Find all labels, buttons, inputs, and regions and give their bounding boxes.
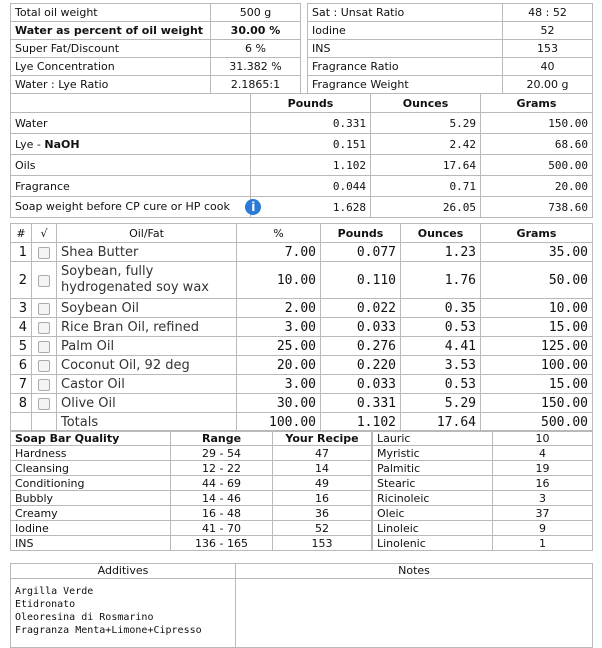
quality-row <box>11 491 372 506</box>
oil-ounces: 1.76 <box>401 262 481 299</box>
weights-header-row <box>11 94 593 113</box>
acid-value: 10 <box>493 431 593 446</box>
weights-table <box>10 93 593 218</box>
weights-pounds: 0.044 <box>251 176 371 197</box>
checkbox-icon <box>38 360 50 372</box>
quality-row <box>11 536 372 551</box>
oils-header-pct: % <box>237 224 321 243</box>
summary-row <box>308 22 593 40</box>
acid-name: Stearic <box>373 476 493 491</box>
fatty-acids-table <box>372 430 593 551</box>
checkbox-icon <box>38 341 50 353</box>
summary-row <box>308 58 593 76</box>
quality-range: 14 - 46 <box>171 491 273 506</box>
acid-value: 4 <box>493 446 593 461</box>
oil-ounces: 1.23 <box>401 243 481 262</box>
quality-name: Iodine <box>11 521 171 536</box>
acid-value: 3 <box>493 491 593 506</box>
oils-header-row <box>11 224 593 243</box>
additive-item: Oleoresina di Rosmarino <box>15 612 154 623</box>
summary-value: 31.382 % <box>211 58 301 76</box>
oil-checkbox[interactable] <box>32 243 57 262</box>
acid-name: Lauric <box>373 431 493 446</box>
summary-value: 153 <box>503 40 593 58</box>
oil-name: Soybean Oil <box>57 299 237 318</box>
oil-pct[interactable]: 3.00 <box>237 318 321 337</box>
oils-header-pounds: Pounds <box>321 224 401 243</box>
summary-row <box>308 40 593 58</box>
weights-pounds: 1.628 <box>251 197 371 218</box>
oil-row <box>11 318 593 337</box>
acid-row <box>373 476 593 491</box>
oil-grams: 35.00 <box>481 243 593 262</box>
summary-value: 52 <box>503 22 593 40</box>
quality-name: Creamy <box>11 506 171 521</box>
acid-name: Ricinoleic <box>373 491 493 506</box>
additive-item: Argilla Verde <box>15 586 94 597</box>
acid-name: Linolenic <box>373 536 493 551</box>
weights-row <box>11 176 593 197</box>
acid-name: Oleic <box>373 506 493 521</box>
quality-range: 41 - 70 <box>171 521 273 536</box>
oil-num: 8 <box>11 394 32 413</box>
oil-checkbox[interactable] <box>32 337 57 356</box>
summary-right-table <box>307 3 593 94</box>
additive-item: Fragranza Menta+Limone+Cipresso <box>15 625 202 636</box>
oil-pounds: 0.276 <box>321 337 401 356</box>
weights-label: Water <box>11 113 251 134</box>
oil-name: Palm Oil <box>57 337 237 356</box>
oil-ounces: 5.29 <box>401 394 481 413</box>
checkbox-icon <box>38 322 50 334</box>
additive-item: Etidronato <box>15 599 76 610</box>
oil-row <box>11 394 593 413</box>
totals-blank <box>11 413 32 432</box>
summary-label: Fragrance Ratio <box>308 58 503 76</box>
summary-label: Fragrance Weight <box>308 76 503 94</box>
weights-row <box>11 134 593 155</box>
summary-row <box>308 4 593 22</box>
notes-area[interactable] <box>236 579 593 648</box>
acid-row <box>373 536 593 551</box>
quality-value: 14 <box>273 461 372 476</box>
acid-name: Linoleic <box>373 521 493 536</box>
soap-weight-label: Soap weight before CP cure or HP cook <box>15 200 230 213</box>
weights-pounds: 0.331 <box>251 113 371 134</box>
weights-row <box>11 197 593 218</box>
checkbox-icon <box>38 379 50 391</box>
totals-pct: 100.00 <box>237 413 321 432</box>
weights-ounces: 5.29 <box>371 113 481 134</box>
quality-name: Bubbly <box>11 491 171 506</box>
quality-value: 153 <box>273 536 372 551</box>
acid-value: 16 <box>493 476 593 491</box>
oil-pounds: 0.077 <box>321 243 401 262</box>
summary-label: Total oil weight <box>11 4 211 22</box>
summary-row <box>11 40 301 58</box>
quality-name: Conditioning <box>11 476 171 491</box>
oil-num: 2 <box>11 262 32 299</box>
acid-row <box>373 431 593 446</box>
summary-value: 30.00 % <box>211 22 301 40</box>
quality-row <box>11 461 372 476</box>
additives-header-row <box>11 564 593 579</box>
summary-label: Water as percent of oil weight <box>11 22 211 40</box>
quality-row <box>11 446 372 461</box>
quality-name: INS <box>11 536 171 551</box>
totals-blank <box>32 413 57 432</box>
quality-value: 49 <box>273 476 372 491</box>
oils-header-name: Oil/Fat <box>57 224 237 243</box>
summary-label: Water : Lye Ratio <box>11 76 211 94</box>
weights-ounces: 17.64 <box>371 155 481 176</box>
oil-pounds: 0.033 <box>321 375 401 394</box>
oil-checkbox[interactable] <box>32 262 57 299</box>
quality-range: 16 - 48 <box>171 506 273 521</box>
summary-value: 20.00 g <box>503 76 593 94</box>
weights-header-grams: Grams <box>481 94 593 113</box>
quality-header-range: Range <box>171 431 273 446</box>
acid-row <box>373 491 593 506</box>
summary-value: 6 % <box>211 40 301 58</box>
weights-header-pounds: Pounds <box>251 94 371 113</box>
quality-row <box>11 521 372 536</box>
summary-left-table <box>10 3 301 94</box>
oil-row <box>11 299 593 318</box>
oil-name: Shea Butter <box>57 243 237 262</box>
oils-header-check: √ <box>32 224 57 243</box>
oil-name: Castor Oil <box>57 375 237 394</box>
acid-value: 9 <box>493 521 593 536</box>
quality-row <box>11 476 372 491</box>
summary-row <box>11 22 301 40</box>
quality-range: 12 - 22 <box>171 461 273 476</box>
weights-grams: 738.60 <box>481 197 593 218</box>
summary-row <box>308 76 593 94</box>
summary-value: 500 g <box>211 4 301 22</box>
summary-value: 2.1865:1 <box>211 76 301 94</box>
oil-row <box>11 375 593 394</box>
oil-num: 4 <box>11 318 32 337</box>
acid-row <box>373 506 593 521</box>
oil-pounds: 0.220 <box>321 356 401 375</box>
quality-header-row <box>11 431 372 446</box>
weights-label <box>11 197 256 218</box>
summary-label: Iodine <box>308 22 503 40</box>
oil-pounds: 0.033 <box>321 318 401 337</box>
quality-name: Cleansing <box>11 461 171 476</box>
oil-checkbox[interactable] <box>32 356 57 375</box>
oil-name-line1: Soybean, fully <box>61 264 154 279</box>
quality-name: Hardness <box>11 446 171 461</box>
oil-num: 1 <box>11 243 32 262</box>
checkbox-icon <box>38 398 50 410</box>
oil-pounds: 0.331 <box>321 394 401 413</box>
oil-ounces: 0.35 <box>401 299 481 318</box>
additives-notes-table <box>10 563 593 648</box>
oil-checkbox[interactable] <box>32 394 57 413</box>
oil-ounces: 0.53 <box>401 318 481 337</box>
weights-grams: 68.60 <box>481 134 593 155</box>
oil-grams: 10.00 <box>481 299 593 318</box>
totals-grams: 500.00 <box>481 413 593 432</box>
oil-pounds: 0.022 <box>321 299 401 318</box>
oil-row <box>11 337 593 356</box>
additives-header: Additives <box>11 564 236 579</box>
quality-range: 29 - 54 <box>171 446 273 461</box>
oil-name: Coconut Oil, 92 deg <box>57 356 237 375</box>
oil-pct[interactable]: 20.00 <box>237 356 321 375</box>
oil-pct[interactable]: 25.00 <box>237 337 321 356</box>
oil-pct[interactable]: 7.00 <box>237 243 321 262</box>
oil-pounds: 0.110 <box>321 262 401 299</box>
summary-value: 40 <box>503 58 593 76</box>
summary-row <box>11 76 301 94</box>
totals-pounds: 1.102 <box>321 413 401 432</box>
oils-table <box>10 223 593 432</box>
summary-label: INS <box>308 40 503 58</box>
oil-name: Olive Oil <box>57 394 237 413</box>
weights-header-ounces: Ounces <box>371 94 481 113</box>
summary-row <box>11 4 301 22</box>
quality-value: 52 <box>273 521 372 536</box>
quality-table <box>10 430 372 551</box>
weights-label: Oils <box>11 155 251 176</box>
oil-num: 3 <box>11 299 32 318</box>
oil-pct[interactable]: 3.00 <box>237 375 321 394</box>
quality-range: 44 - 69 <box>171 476 273 491</box>
info-icon[interactable]: i <box>245 199 261 215</box>
lye-type: NaOH <box>44 137 80 151</box>
acid-value: 19 <box>493 461 593 476</box>
oil-row <box>11 243 593 262</box>
weights-ounces: 2.42 <box>371 134 481 155</box>
weights-pounds: 0.151 <box>251 134 371 155</box>
oils-totals-row <box>11 413 593 432</box>
weights-row <box>11 113 593 134</box>
weights-label: Fragrance <box>11 176 251 197</box>
weights-row <box>11 155 593 176</box>
oil-grams: 100.00 <box>481 356 593 375</box>
weights-header-blank <box>11 94 251 113</box>
oils-header-ounces: Ounces <box>401 224 481 243</box>
acid-row <box>373 521 593 536</box>
oil-grams: 15.00 <box>481 375 593 394</box>
quality-row <box>11 506 372 521</box>
oil-ounces: 0.53 <box>401 375 481 394</box>
summary-label: Lye Concentration <box>11 58 211 76</box>
oil-checkbox[interactable] <box>32 299 57 318</box>
oil-num: 6 <box>11 356 32 375</box>
additives-body-row <box>11 579 593 648</box>
quality-range: 136 - 165 <box>171 536 273 551</box>
oil-ounces: 4.41 <box>401 337 481 356</box>
acid-row <box>373 461 593 476</box>
oil-grams: 50.00 <box>481 262 593 299</box>
checkbox-icon <box>38 247 50 259</box>
oil-ounces: 3.53 <box>401 356 481 375</box>
totals-label: Totals <box>57 413 237 432</box>
oil-checkbox[interactable] <box>32 318 57 337</box>
weights-grams: 150.00 <box>481 113 593 134</box>
oil-row <box>11 262 593 299</box>
acid-value: 37 <box>493 506 593 521</box>
oils-header-num: # <box>11 224 32 243</box>
oil-checkbox[interactable] <box>32 375 57 394</box>
checkbox-icon <box>38 303 50 315</box>
notes-header: Notes <box>236 564 593 579</box>
oil-pct[interactable]: 30.00 <box>237 394 321 413</box>
oil-pct[interactable]: 10.00 <box>237 262 321 299</box>
totals-ounces: 17.64 <box>401 413 481 432</box>
weights-ounces: 26.05 <box>371 197 481 218</box>
acid-name: Palmitic <box>373 461 493 476</box>
weights-grams: 500.00 <box>481 155 593 176</box>
weights-grams: 20.00 <box>481 176 593 197</box>
quality-header-name: Soap Bar Quality <box>11 431 171 446</box>
quality-value: 47 <box>273 446 372 461</box>
quality-value: 16 <box>273 491 372 506</box>
summary-label: Sat : Unsat Ratio <box>308 4 503 22</box>
oil-grams: 150.00 <box>481 394 593 413</box>
acid-row <box>373 446 593 461</box>
weights-ounces: 0.71 <box>371 176 481 197</box>
oil-pct[interactable]: 2.00 <box>237 299 321 318</box>
additives-list[interactable] <box>11 579 236 648</box>
summary-row <box>11 58 301 76</box>
oil-num: 5 <box>11 337 32 356</box>
oil-row <box>11 356 593 375</box>
oil-name-line2: hydrogenated soy wax <box>61 280 209 295</box>
summary-label: Super Fat/Discount <box>11 40 211 58</box>
oil-grams: 15.00 <box>481 318 593 337</box>
oils-header-grams: Grams <box>481 224 593 243</box>
quality-header-value: Your Recipe <box>273 431 372 446</box>
acid-value: 1 <box>493 536 593 551</box>
oil-name: Rice Bran Oil, refined <box>57 318 237 337</box>
lye-label: Lye - <box>15 137 45 151</box>
quality-value: 36 <box>273 506 372 521</box>
summary-value: 48 : 52 <box>503 4 593 22</box>
oil-grams: 125.00 <box>481 337 593 356</box>
oil-name <box>57 262 237 299</box>
oil-num: 7 <box>11 375 32 394</box>
weights-pounds: 1.102 <box>251 155 371 176</box>
acid-name: Myristic <box>373 446 493 461</box>
weights-label <box>11 134 251 155</box>
checkbox-icon <box>38 275 50 287</box>
